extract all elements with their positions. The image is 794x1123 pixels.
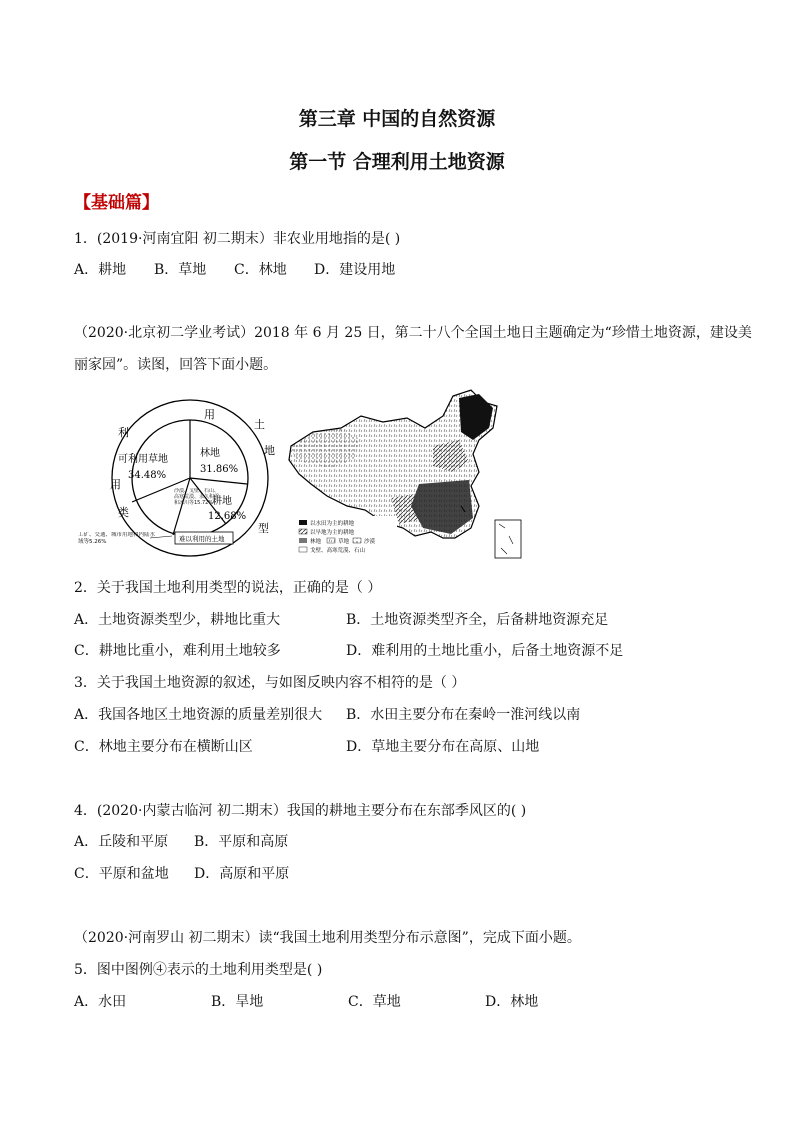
sector-unusable-label: 难以利用的土地: [179, 535, 225, 543]
option-b[interactable]: B．旱地: [211, 994, 264, 1010]
sector-desert-label: 沙漠、戈壁、石山、高寒荒漠、永久积雪和冰川等15.72%: [174, 488, 220, 506]
option-c[interactable]: C．草地: [348, 994, 401, 1010]
option-a[interactable]: A．耕地: [74, 262, 127, 278]
question-2-option-a[interactable]: A．土地资源类型少，耕地比重大: [74, 612, 281, 628]
question-3-option-b[interactable]: B．水田主要分布在秦岭一淮河线以南: [346, 707, 581, 723]
sector-farmland-value: 12.68%: [208, 511, 247, 522]
option-d[interactable]: D．建设用地: [314, 262, 396, 278]
question-3-option-a[interactable]: A．我国各地区土地资源的质量差别很大: [74, 707, 323, 723]
context-1-line-1: （2020·北京初二学业考试）2018 年 6 月 25 日，第二十八个全国土地日主题确定为“珍惜土地资源，建设美: [74, 325, 752, 341]
question-2-option-d[interactable]: D．难利用的土地比重小，后备土地资源不足: [346, 643, 624, 659]
sector-farmland-label: 耕地: [212, 496, 232, 507]
sector-industrial-label: 工矿、交通、城市用地和内陆水域等5.26%: [78, 532, 156, 545]
option-b[interactable]: B．草地: [154, 262, 207, 278]
question-5-stem: 5．图中图例④表示的土地利用类型是( ): [74, 962, 323, 978]
map-legend-gobi: 戈壁、高寒荒漠、石山: [310, 548, 366, 554]
option-a[interactable]: A．丘陵和平原: [74, 834, 169, 850]
option-d[interactable]: D．林地: [485, 994, 539, 1010]
context-2-line-1: （2020·河南罗山 初二期末）读“我国土地利用类型分布示意图”，完成下面小题。: [74, 930, 581, 946]
map-legend-forest: 林地: [310, 539, 322, 545]
question-1-options: [74, 260, 434, 280]
ring-char-4: 利: [118, 426, 129, 439]
option-b[interactable]: B．平原和高原: [194, 834, 289, 850]
question-2-option-c[interactable]: C．耕地比重小，难利用土地较多: [74, 643, 281, 659]
map-legend-desert: 沙漠: [364, 539, 376, 545]
question-3-option-d[interactable]: D．草地主要分布在高原、山地: [346, 739, 540, 755]
china-land-use-map: [283, 388, 527, 564]
context-1-line-2: 丽家园”。读图，回答下面小题。: [74, 357, 278, 373]
ring-char-3: 地: [264, 444, 275, 457]
question-1-stem: 1．(2019·河南宜阳 初二期末）非农业用地指的是( ): [74, 231, 401, 247]
sector-forest-label: 林地: [200, 448, 220, 459]
question-3-option-c[interactable]: C．林地主要分布在横断山区: [74, 739, 253, 755]
question-4-options-row-1: [74, 832, 314, 852]
map-legend-grassland: 草地: [338, 539, 350, 545]
ring-char-6: 类: [118, 506, 129, 519]
option-c[interactable]: C．平原和盆地: [74, 866, 169, 882]
land-use-pie-chart: [78, 392, 293, 564]
ring-char-2: 土: [254, 418, 265, 431]
question-3-stem: 3．关于我国土地资源的叙述，与如图反映内容不相符的是（ ）: [74, 675, 466, 691]
option-c[interactable]: C．林地: [234, 262, 287, 278]
option-d[interactable]: D．高原和平原: [194, 866, 290, 882]
part-label: 【基础篇】: [74, 193, 159, 213]
map-legend-paddy: 以水田为主的耕地: [310, 521, 355, 527]
ring-char-1: 用: [204, 408, 215, 421]
ring-char-5: 用: [110, 478, 121, 491]
sector-grass-label: 可利用草地: [118, 454, 168, 465]
question-5-options: [74, 992, 585, 1012]
question-4-options-row-2: [74, 864, 314, 884]
chapter-title: 第三章 中国的自然资源: [298, 108, 496, 130]
question-2-stem: 2．关于我国土地利用类型的说法，正确的是（ ）: [74, 580, 382, 596]
sector-grass-value: 34.48%: [128, 470, 167, 481]
sector-forest-value: 31.86%: [200, 464, 239, 475]
ring-char-7: 型: [258, 522, 269, 535]
question-4-stem: 4．(2020·内蒙古临河 初二期末）我国的耕地主要分布在东部季风区的( ): [74, 803, 527, 819]
question-2-option-b[interactable]: B．土地资源类型齐全，后备耕地资源充足: [346, 612, 609, 628]
option-a[interactable]: A．水田: [74, 994, 127, 1010]
section-title: 第一节 合理利用土地资源: [289, 151, 505, 173]
map-legend-dryland: 以旱地为主的耕地: [310, 530, 355, 536]
